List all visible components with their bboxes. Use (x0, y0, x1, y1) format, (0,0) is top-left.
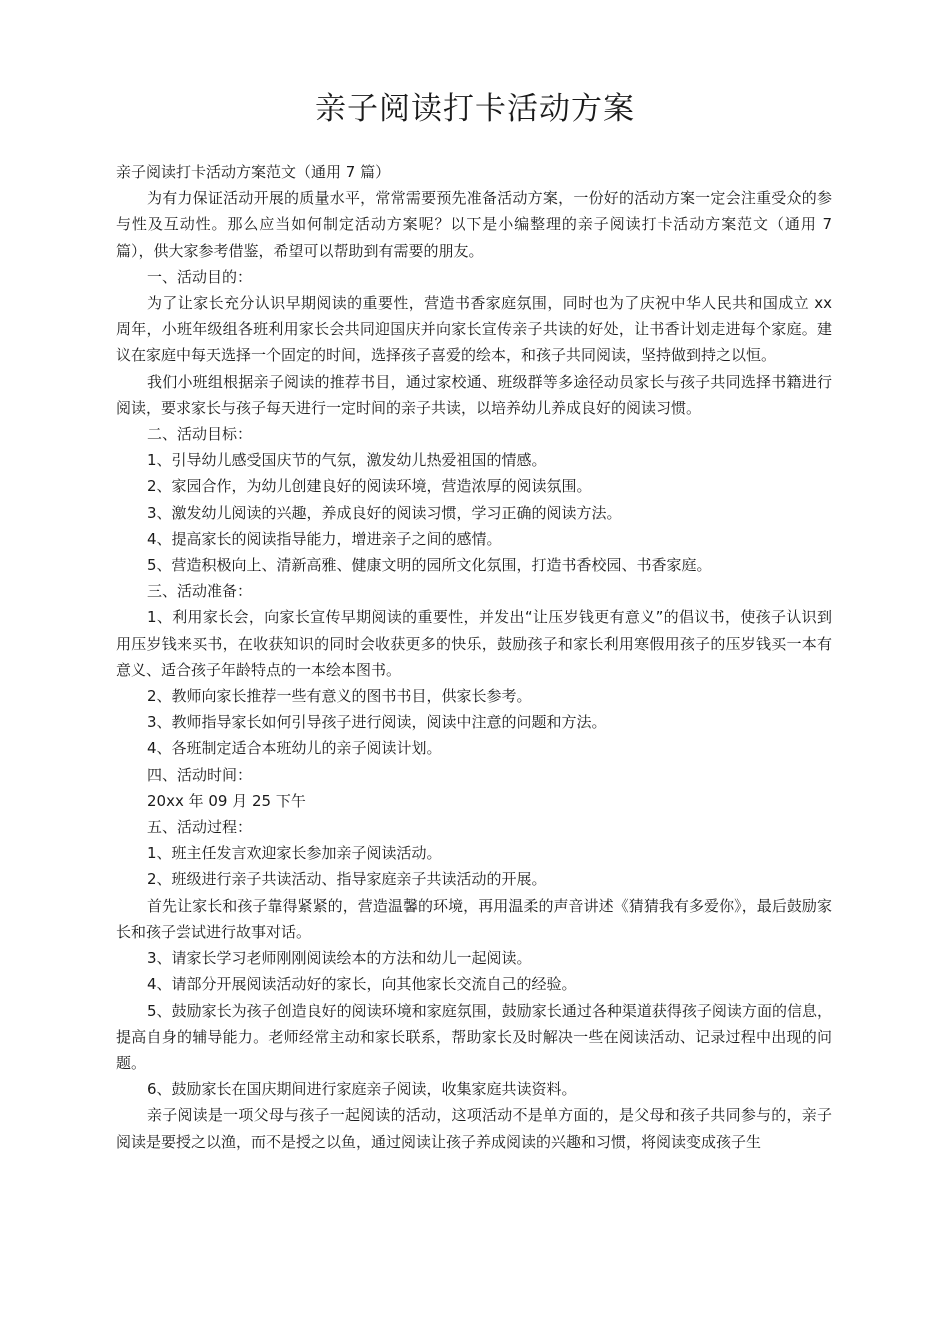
list-item: 1、引导幼儿感受国庆节的气氛，激发幼儿热爱祖国的情感。 (147, 451, 547, 470)
list-item: 6、鼓励家长在国庆期间进行家庭亲子阅读，收集家庭共读资料。 (147, 1080, 577, 1099)
list-item: 4、提高家长的阅读指导能力，增进亲子之间的感情。 (147, 529, 502, 548)
document-body (116, 159, 832, 1155)
list-item: 2、家园合作，为幼儿创建良好的阅读环境，营造浓厚的阅读氛围。 (147, 477, 592, 496)
list-item: 4、请部分开展阅读活动好的家长，向其他家长交流自己的经验。 (147, 975, 577, 994)
list-item: 4、各班制定适合本班幼儿的亲子阅读计划。 (147, 739, 442, 758)
list-item: 1、班主任发言欢迎家长参加亲子阅读活动。 (147, 844, 442, 863)
section-heading: 四、活动时间： (147, 765, 253, 784)
paragraph: 我们小班组根据亲子阅读的推荐书目，通过家校通、班级群等多途径动员家长与孩子共同选择书籍进行阅读，要求家长与孩子每天进行一定时间的亲子共读，以培养幼儿养成良好的阅读习惯。 (116, 372, 832, 417)
list-item: 3、请家长学习老师刚刚阅读绘本的方法和幼儿一起阅读。 (147, 949, 532, 968)
paragraph: 亲子阅读是一项父母与孩子一起阅读的活动，这项活动不是单方面的，是父母和孩子共同参与的，亲子阅读是要授之以渔，而不是授之以鱼，通过阅读让孩子养成阅读的兴趣和习惯，将阅读变成孩子生 (116, 1106, 832, 1151)
list-item: 2、班级进行亲子共读活动、指导家庭亲子共读活动的开展。 (147, 870, 547, 889)
list-item: 3、激发幼儿阅读的兴趣，养成良好的阅读习惯，学习正确的阅读方法。 (147, 503, 622, 522)
paragraph: 为了让家长充分认识早期阅读的重要性，营造书香家庭氛围，同时也为了庆祝中华人民共和国成立 xx 周年，小班年级组各班利用家长会共同迎国庆并向家长宣传亲子共读的好处，让书香计划走进每个家庭。建议在家庭中每天选择一个固定的时间，选择孩子喜爱的绘本，和孩子共同阅读，坚持做到持之以恒。 (116, 294, 832, 365)
list-item: 1、利用家长会，向家长宣传早期阅读的重要性，并发出“让压岁钱更有意义”的倡议书，使孩子认识到用压岁钱来买书，在收获知识的同时会收获更多的快乐，鼓励孩子和家长利用寒假用孩子的压岁钱买一本有意义、适合孩子年龄特点的一本绘本图书。 (116, 608, 832, 679)
list-item: 2、教师向家长推荐一些有意义的图书书目，供家长参考。 (147, 687, 532, 706)
section-heading: 二、活动目标： (147, 425, 253, 444)
list-item: 5、鼓励家长为孩子创造良好的阅读环境和家庭氛围，鼓励家长通过各种渠道获得孩子阅读方面的信息，提高自身的辅导能力。老师经常主动和家长联系，帮助家长及时解决一些在阅读活动、记录过程中出现的问题。 (116, 1001, 832, 1072)
paragraph: 亲子阅读打卡活动方案范文（通用 7 篇） (116, 163, 391, 181)
list-item: 3、教师指导家长如何引导孩子进行阅读，阅读中注意的问题和方法。 (147, 713, 607, 732)
list-item: 5、营造积极向上、清新高雅、健康文明的园所文化氛围，打造书香校园、书香家庭。 (147, 556, 712, 575)
section-heading: 三、活动准备： (147, 582, 253, 601)
paragraph: 20xx 年 09 月 25 下午 (147, 791, 306, 810)
document-title: 亲子阅读打卡活动方案 (315, 91, 635, 127)
paragraph: 首先让家长和孩子靠得紧紧的，营造温馨的环境，再用温柔的声音讲述《猜猜我有多爱你》，最后鼓励家长和孩子尝试进行故事对话。 (116, 896, 832, 941)
paragraph: 为有力保证活动开展的质量水平，常常需要预先准备活动方案，一份好的活动方案一定会注重受众的参与性及互动性。那么应当如何制定活动方案呢？以下是小编整理的亲子阅读打卡活动方案范文（通用 7 篇），供大家参考借鉴，希望可以帮助到有需要的朋友。 (116, 189, 832, 260)
section-heading: 五、活动过程： (147, 818, 253, 837)
section-heading: 一、活动目的： (147, 267, 253, 286)
